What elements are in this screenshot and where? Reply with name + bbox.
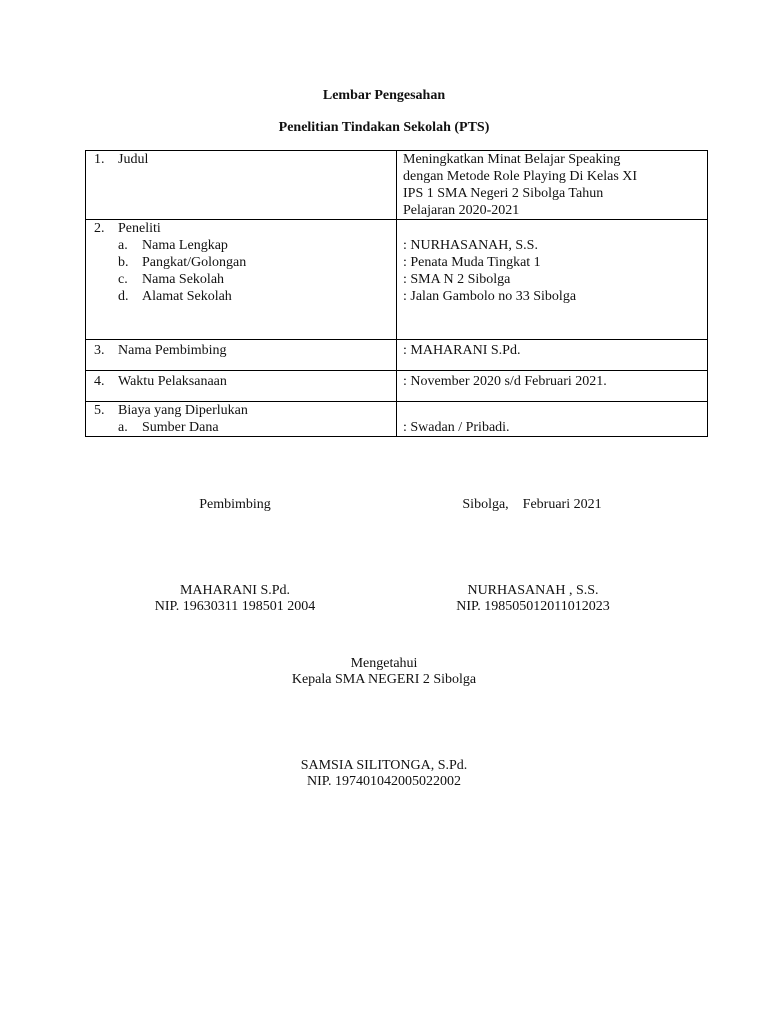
item-label: Pangkat/Golongan [142,255,247,270]
item-label: Nama Lengkap [142,238,228,253]
item-label: Nama Sekolah [142,272,225,287]
page-subtitle: Penelitian Tindakan Sekolah (PTS) [278,120,490,135]
item-label: Alamat Sekolah [142,289,232,304]
row-label: Waktu Pelaksanaan [118,374,227,389]
table-row-biaya [86,402,708,437]
row-label: Judul [118,152,149,167]
table-row-judul [86,151,708,220]
row-number: 4. [94,374,105,389]
page-title: Lembar Pengesahan [322,88,446,103]
label-cell [86,402,397,437]
researcher-name: NURHASANAH , S.S. [467,583,599,598]
principal-title: Kepala SMA NEGERI 2 Sibolga [291,672,477,687]
title-line: Meningkatkan Minat Belajar Speaking [403,152,621,167]
item-letter: a. [118,420,128,435]
item-letter: c. [118,272,128,287]
principal-nip: NIP. 197401042005022002 [306,774,461,789]
value-cell [397,151,708,220]
row-number: 1. [94,152,105,167]
acknowledge-label: Mengetahui [350,656,418,671]
row-number: 3. [94,343,105,358]
item-letter: a. [118,238,128,253]
value-cell [397,402,708,437]
approval-table [85,150,708,437]
advisor-nip: NIP. 19630311 198501 2004 [154,599,316,614]
row-label: Peneliti [118,221,161,236]
item-letter: d. [118,289,129,304]
place-date: Sibolga, Februari 2021 [462,497,602,512]
label-cell [86,220,397,340]
row-value: : November 2020 s/d Februari 2021. [403,374,607,389]
item-label: Sumber Dana [142,420,219,435]
advisor-role: Pembimbing [199,497,271,512]
row-number: 5. [94,403,105,418]
title-line: IPS 1 SMA Negeri 2 Sibolga Tahun [403,186,604,201]
value-cell [397,220,708,340]
row-value: : Swadan / Pribadi. [403,420,510,435]
table-row-pembimbing [86,340,708,371]
value-cell [397,340,708,371]
row-label: Nama Pembimbing [118,343,227,358]
principal-name: SAMSIA SILITONGA, S.Pd. [300,758,468,773]
table-row-waktu [86,371,708,402]
item-value: : SMA N 2 Sibolga [403,272,511,287]
row-label: Biaya yang Diperlukan [118,403,248,418]
advisor-name: MAHARANI S.Pd. [179,583,291,598]
item-value: : Penata Muda Tingkat 1 [403,255,541,270]
item-value: : Jalan Gambolo no 33 Sibolga [403,289,577,304]
table-row-peneliti [86,220,708,340]
row-number: 2. [94,221,105,236]
item-value: : NURHASANAH, S.S. [403,238,538,253]
researcher-nip: NIP. 198505012011012023 [456,599,610,614]
row-value: : MAHARANI S.Pd. [403,343,521,358]
title-line: Pelajaran 2020-2021 [403,203,520,218]
value-cell [397,371,708,402]
title-line: dengan Metode Role Playing Di Kelas XI [403,169,638,184]
item-letter: b. [118,255,129,270]
label-cell [86,151,397,220]
label-cell [86,371,397,402]
label-cell [86,340,397,371]
